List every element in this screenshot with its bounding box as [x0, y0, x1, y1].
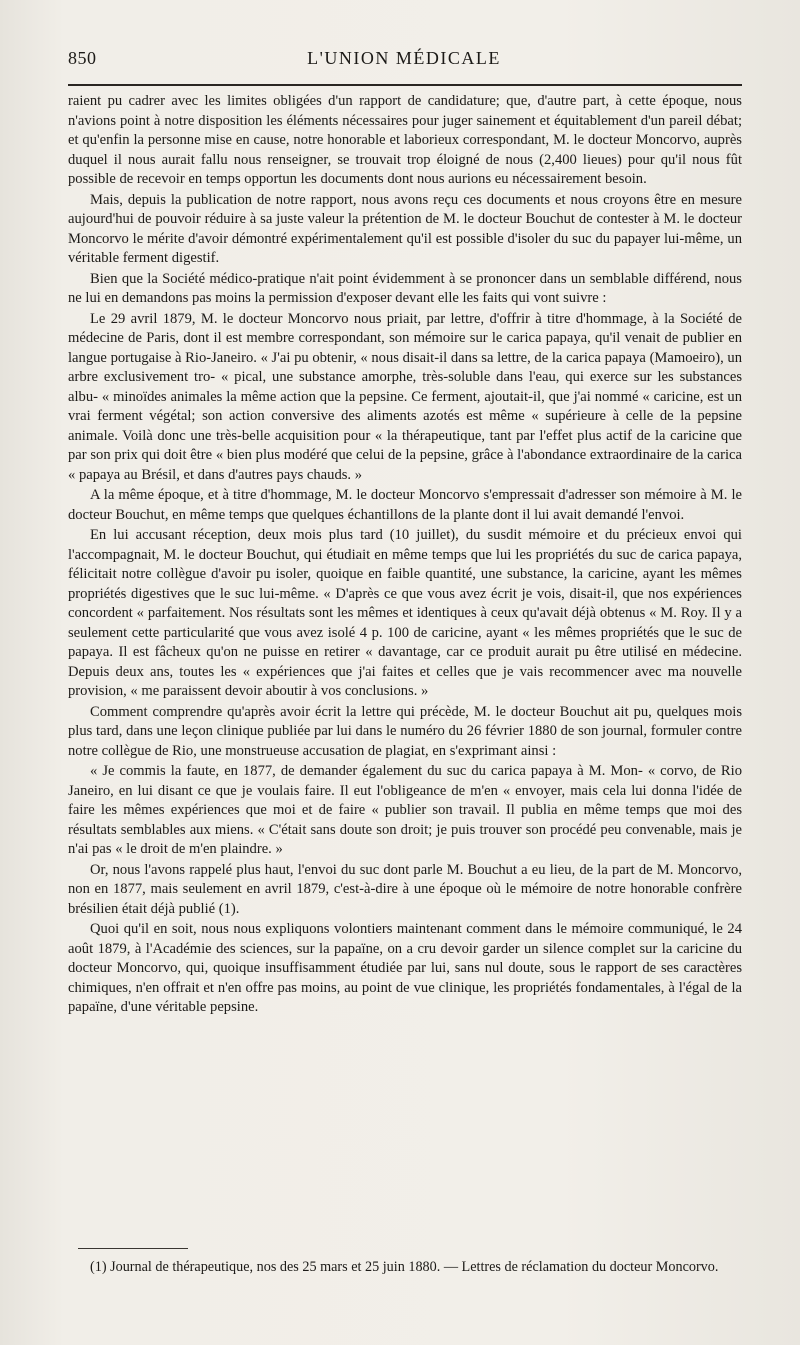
paragraph-6: En lui accusant réception, deux mois plus tard (10 juillet), du susdit mémoire et du précieux envoi qui l'accompagnait, M. le docteur Bouchut, qui étudiait en même temps que lui les propriétés du suc de carica papaya, félicitait notre collègue d'avoir pu isoler, quoique en faible quantité, une substance, la caricine, ayant les mêmes propriétés digestives que le suc lui-même. « D'après ce que vous avez écrit je vois, disait-il, que nos expériences concordent « parfaitement. Nos résultats sont les mêmes et identiques à ceux qu'avait déjà obtenus « M. Roy. Il y a seulement cette particularité que vous avez isolé 4 p. 100 de caricine, ayant « les mêmes propriétés que le suc de papaya. Il est fâcheux qu'on ne puisse en retirer « davantage, car ce produit aurait pu être utilisé en médecine. Depuis deux ans, toutes les « expériences que j'ai faites et celles que je vais recommencer avec ma nouvelle provision, « me paraissent devoir aboutir à vos conclusions. » [68, 527, 742, 699]
paragraph-3: Bien que la Société médico-pratique n'ait point évidemment à se prononcer dans un semblable différend, nous ne lui en demandons pas moins la permission d'exposer devant elle les faits qui vont suivre : [68, 270, 742, 306]
paragraph-2: Mais, depuis la publication de notre rapport, nous avons reçu ces documents et nous croyons être en mesure aujourd'hui de pouvoir réduire à sa juste valeur la prétention de M. le docteur Bouchut de contester à M. le docteur Moncorvo le mérite d'avoir démontré expérimentalement qu'il est possible d'isoler du suc du papayer lui-même, un véritable ferment digestif. [68, 191, 742, 266]
paragraph-1: raient pu cadrer avec les limites obligées d'un rapport de candidature; que, d'autre part, à cette époque, nous n'avions point à notre disposition les éléments nécessaires pour juger sainement et équitablement d'un pareil débat; et qu'enfin la personne mise en cause, notre honorable et laborieux correspondant, M. le docteur Moncorvo, auprès duquel il nous aurait fallu nous renseigner, se trouvait trop éloigné de nous (2,400 lieues) pour qu'il nous fût possible de recevoir en temps opportun les documents dont nous aurions eu nécessairement besoin. [68, 93, 742, 187]
paragraph-5: A la même époque, et à titre d'hommage, M. le docteur Moncorvo s'empressait d'adresser son mémoire à M. le docteur Bouchut, en même temps que quelques échantillons de la plante dont il lui avait demandé l'envoi. [68, 487, 742, 523]
article-body [68, 92, 742, 1019]
block-quote: « Je commis la faute, en 1877, de demander également du suc du carica papaya à M. Mon- « corvo, de Rio Janeiro, en lui disant ce que je voulais faire. Il eut l'obligeance de m'en « envoyer, mais cela lui donna l'idée de faire les mêmes expériences que moi et de faire « publier son travail. Il publia en même temps que moi des résultats semblables aux miens. « C'était sans doute son droit; je puis trouver son procédé peu convenable, mais je n'ai pas « le droit de m'en plaindre. » [68, 763, 742, 857]
footnote-rule [78, 1248, 188, 1249]
paragraph-9: Or, nous l'avons rappelé plus haut, l'envoi du suc dont parle M. Bouchut a eu lieu, de la part de M. Moncorvo, non en 1877, mais seulement en avril 1879, c'est-à-dire à une époque où le mémoire de notre honorable confrère brésilien était déjà publié (1). [68, 861, 742, 917]
paragraph-7: Comment comprendre qu'après avoir écrit la lettre qui précède, M. le docteur Bouchut ait pu, quelques mois plus tard, dans une leçon clinique publiée par lui dans le numéro du 26 février 1880 de son journal, formuler contre notre collègue de Rio, une monstrueuse accusation de plagiat, en s'exprimant ainsi : [68, 703, 742, 759]
page-number: 850 [68, 48, 97, 68]
footnote [68, 1258, 742, 1277]
running-title: L'UNION MÉDICALE [307, 48, 501, 68]
paragraph-10: Quoi qu'il en soit, nous nous expliquons volontiers maintenant comment dans le mémoire communiqué, le 24 août 1879, à l'Académie des sciences, sur la papaïne, on a cru devoir garder un silence complet sur la caricine du docteur Moncorvo, qui, quoique insuffisamment étudiée par lui, sans nul doute, sous le rapport de ses caractères chimiques, n'en offrait et n'en offre pas moins, au point de vue clinique, les propriétés fondamentales, à l'égal de la papaïne, d'une véritable pepsine. [68, 921, 742, 1015]
paragraph-4: Le 29 avril 1879, M. le docteur Moncorvo nous priait, par lettre, d'offrir à titre d'hommage, à la Société de médecine de Paris, dont il est membre correspondant, son mémoire sur le carica papaya, qu'il venait de publier en langue portugaise à Rio-Janeiro. « J'ai pu obtenir, « nous disait-il dans sa lettre, de la carica papaya (Mamoeiro), un arbre exclusivement tro- « pical, une substance amorphe, très-soluble dans l'eau, qui exerce sur les substances albu- « minoïdes animales la même action que la pepsine. Ce ferment, ajoutait-il, que j'ai nommé « caricine, est un vrai ferment végétal; son action conversive des aliments azotés est même « supérieure à celle de la pepsine animale. Voilà donc une très-belle acquisition pour « la thérapeutique, tant par l'effet plus actif de la caricine que par son prix qui doit être « bien plus modéré que celui de la pepsine, grâce à l'abondance extraordinaire de la carica « papaya au Brésil, et dans d'autres pays chauds. » [68, 310, 742, 483]
page-header [68, 48, 740, 74]
header-rule [68, 84, 742, 86]
footnote-text: (1) Journal de thérapeutique, nos des 25 mars et 25 juin 1880. — Lettres de réclamation du docteur Moncorvo. [90, 1259, 719, 1275]
